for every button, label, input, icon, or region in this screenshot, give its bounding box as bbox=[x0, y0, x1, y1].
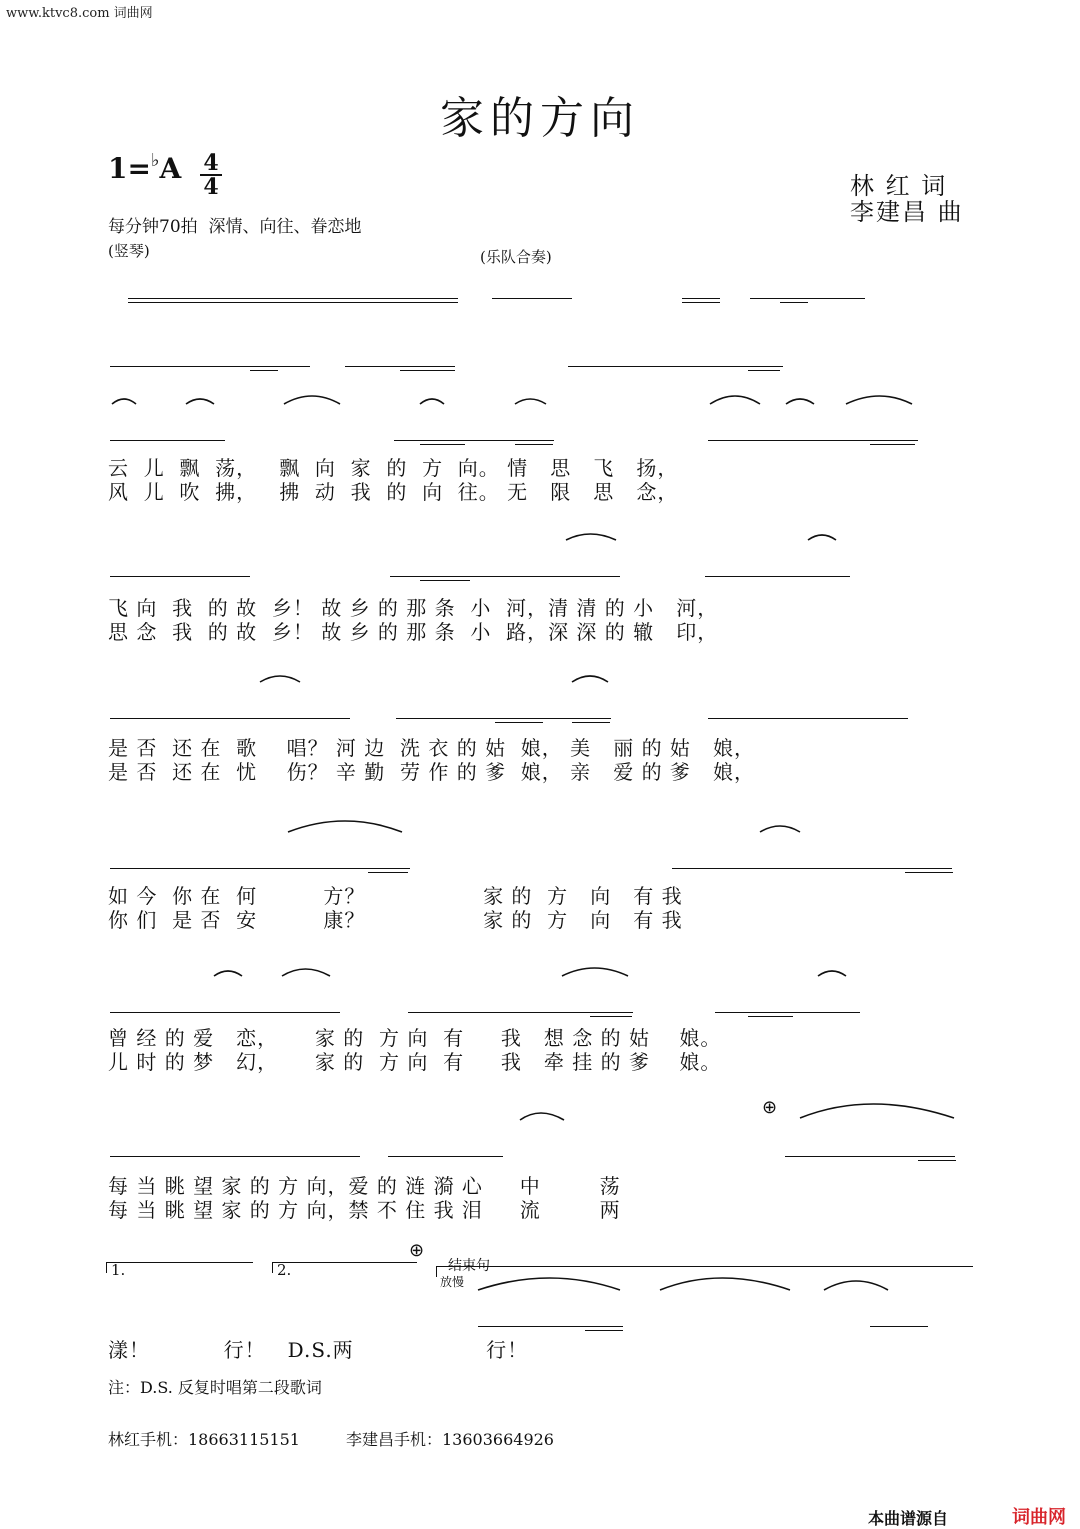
tempo-marking: 每分钟70拍 深情、向往、眷恋地 bbox=[108, 217, 362, 237]
performance-note: 注：D.S. 反复时唱第二段歌词 bbox=[108, 1378, 322, 1397]
coda-label: 结束句 bbox=[448, 1258, 490, 1274]
lyricist-phone: 林红手机：18663115151 bbox=[108, 1430, 300, 1449]
lyric-verse2-line-1: 风 儿 吹 拂， 拂 动 我 的 向 往。 无 限 思 念， bbox=[108, 480, 679, 504]
composer-phone: 李建昌手机：13603664926 bbox=[346, 1430, 554, 1449]
ensemble-label: (乐队合奏) bbox=[480, 248, 552, 266]
footer-site-logo[interactable]: 词曲网 bbox=[1012, 1507, 1066, 1528]
lyric-verse2-line-2: 思 念 我 的 故 乡！ 故 乡 的 那 条 小 路，深 深 的 辙 印， bbox=[108, 620, 719, 644]
lyric-verse1-line-5: 曾 经 的 爱 恋， 家 的 方 向 有 我 想 念 的 姑 娘。 bbox=[108, 1026, 722, 1050]
footer-source: 本曲谱源自 bbox=[868, 1509, 949, 1528]
lyric-final-line: 漾！ 行！ D.S.两 行！ bbox=[108, 1338, 529, 1362]
volta-bracket-2: 2. bbox=[272, 1262, 417, 1273]
lyric-verse2-line-6: 每 当 眺 望 家 的 方 向，禁 不 住 我 泪 流 两 bbox=[108, 1198, 621, 1222]
composer-credit: 李建昌 曲 bbox=[850, 198, 964, 226]
coda-icon: ⊕ bbox=[409, 1240, 425, 1261]
lyric-verse2-line-4: 你 们 是 否 安 康？ 家 的 方 向 有 我 bbox=[108, 908, 683, 932]
lyric-verse2-line-5: 儿 时 的 梦 幻， 家 的 方 向 有 我 牵 挂 的 爹 娘。 bbox=[108, 1050, 722, 1074]
time-signature: 4 4 bbox=[200, 153, 222, 197]
lyric-verse1-line-6: 每 当 眺 望 家 的 方 向，爱 的 涟 漪 心 中 荡 bbox=[108, 1174, 621, 1198]
rit-label: 放慢 bbox=[440, 1275, 465, 1289]
lyric-verse1-line-4: 如 今 你 在 何 方？ 家 的 方 向 有 我 bbox=[108, 884, 683, 908]
song-title: 家的方向 bbox=[440, 93, 640, 144]
segno-icon: ⊕ bbox=[762, 1097, 778, 1118]
volta-bracket-1: 1. bbox=[106, 1262, 253, 1273]
site-watermark: www.ktvc8.com 词曲网 bbox=[6, 6, 153, 21]
lyric-verse1-line-3: 是 否 还 在 歌 唱？ 河 边 洗 衣 的 姑 娘， 美 丽 的 姑 娘， bbox=[108, 736, 756, 760]
lyric-verse2-line-3: 是 否 还 在 忧 伤？ 辛 勤 劳 作 的 爹 娘， 亲 爱 的 爹 娘， bbox=[108, 760, 756, 784]
instrument-label: (竖琴) bbox=[108, 242, 150, 260]
key-signature: 1=♭A bbox=[108, 150, 182, 185]
lyricist-credit: 林 红 词 bbox=[850, 172, 948, 200]
lyric-verse1-line-1: 云 儿 飘 荡， 飘 向 家 的 方 向。 情 思 飞 扬， bbox=[108, 456, 679, 480]
lyric-verse1-line-2: 飞 向 我 的 故 乡！ 故 乡 的 那 条 小 河，清 清 的 小 河， bbox=[108, 596, 719, 620]
